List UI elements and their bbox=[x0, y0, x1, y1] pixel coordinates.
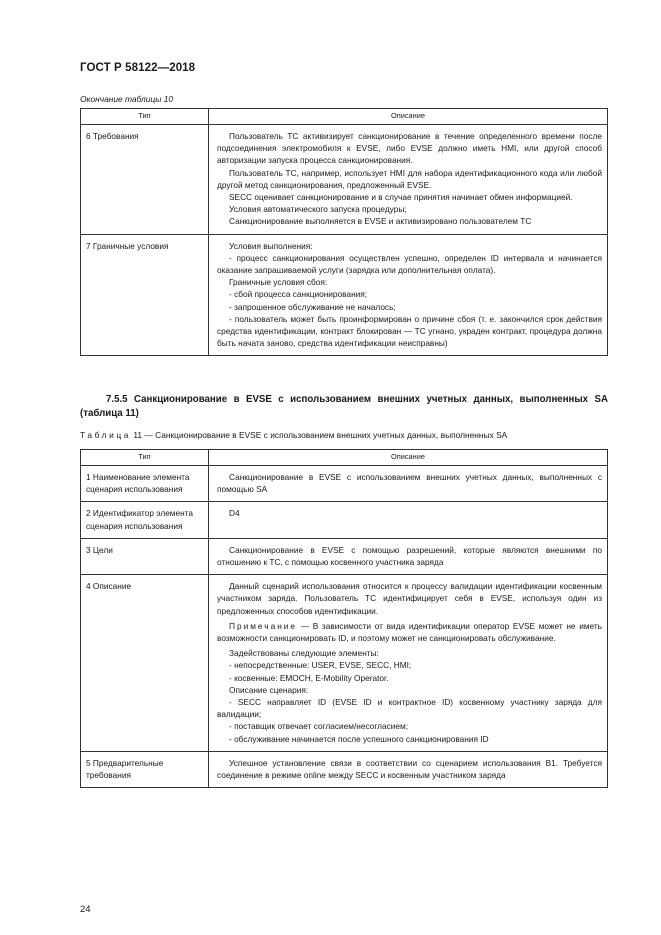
note bbox=[217, 620, 602, 644]
paragraph: Задействованы следующие элементы: bbox=[229, 648, 379, 659]
paragraph: - процесс санкционирования осуществлен успешно, определен ID интервала и начинается оказание запрашиваемой услуги (зарядка или дополнительная оплата). bbox=[217, 252, 602, 276]
table-header-row bbox=[81, 109, 608, 125]
paragraph: - поставщик отвечает согласием/несогласием; bbox=[229, 721, 409, 732]
paragraph: - запрошенное обслуживание не началось; bbox=[229, 301, 396, 312]
section-title: 7.5.5 Санкционирование в EVSE с использованием внешних учетных данных, выполненных SA (таблица 11) bbox=[80, 394, 608, 419]
table-row bbox=[81, 125, 608, 235]
column-header-type: Тип bbox=[81, 450, 209, 466]
table-label: Таблица bbox=[80, 430, 132, 440]
table-row bbox=[81, 234, 608, 356]
paragraph: SECC оценивает санкционирование и в случае принятия начинает обмен информацией. bbox=[229, 192, 573, 203]
table-11-caption bbox=[80, 430, 507, 440]
paragraph: D4 bbox=[229, 508, 240, 519]
table-10-continuation-caption: Окончание таблицы 10 bbox=[80, 94, 174, 104]
paragraph: - SECC направляет ID (EVSE ID и контрактное ID) косвенному участнику заряда для валидации; bbox=[217, 697, 602, 720]
column-header-type: Тип bbox=[81, 109, 209, 125]
row-type: 7 Граничные условия bbox=[81, 234, 209, 356]
table-row bbox=[81, 502, 608, 538]
column-header-description: Описание bbox=[209, 109, 608, 125]
row-description bbox=[209, 575, 608, 752]
table-10 bbox=[80, 108, 608, 356]
paragraph: Санкционирование в EVSE с помощью разрешений, которые являются внешними по отношению к ТС, с помощью косвенного участника заряда bbox=[217, 544, 602, 568]
row-description bbox=[209, 234, 608, 356]
table-header-row bbox=[81, 450, 608, 466]
row-type: 3 Цели bbox=[81, 538, 209, 574]
paragraph: - косвенные: EMOCH, E-Mobility Operator. bbox=[229, 672, 389, 683]
paragraph: Описание сценария: bbox=[229, 684, 309, 695]
paragraph: Пользователь ТС, например, использует HMI для набора идентификационного кода или любой другой метод санкционирования, предложенный EVSE. bbox=[217, 167, 602, 190]
paragraph: Успешное установление связи в соответствии со сценарием использования В1. Требуется соединение в режиме online между SECC и косвенным участником заряда bbox=[217, 757, 602, 781]
table-row bbox=[81, 538, 608, 574]
paragraph: Условия выполнения: bbox=[229, 240, 313, 251]
row-description bbox=[209, 538, 608, 574]
row-type: 2 Идентификатор элемента сценария использования bbox=[81, 502, 209, 538]
table-caption-text: 11 — Санкционирование в EVSE с использованием внешних учетных данных, выполненных SA bbox=[133, 430, 508, 440]
column-header-description: Описание bbox=[209, 450, 608, 466]
row-description bbox=[209, 125, 608, 235]
paragraph: - обслуживание начинается после успешного санкционирования ID bbox=[229, 733, 489, 744]
row-description bbox=[209, 751, 608, 787]
row-description bbox=[209, 502, 608, 538]
note-text: — В зависимости от вида идентификации оператор EVSE может не иметь возможности санкционировать ID, и поэтому может не санкционировать обслуживание. bbox=[217, 620, 602, 644]
row-type: 1 Наименование элемента сценария использования bbox=[81, 466, 209, 502]
table-row bbox=[81, 575, 608, 752]
table-11 bbox=[80, 449, 608, 788]
paragraph: Граничные условия сбоя: bbox=[229, 277, 328, 288]
document-header: ГОСТ Р 58122—2018 bbox=[80, 62, 196, 74]
table-row bbox=[81, 466, 608, 502]
table-row bbox=[81, 751, 608, 787]
paragraph: - пользователь может быть проинформирован о причине сбоя (т. е. закончился срок действия средства идентификации, контракт блокирован — ТС угнано, украден контракт, процедура должна быть начата заново, средства идентификации неисправны) bbox=[217, 313, 602, 349]
note-label: Примечание bbox=[229, 620, 298, 631]
row-type: 4 Описание bbox=[81, 575, 209, 752]
paragraph: Пользователь ТС активизирует санкционирование в течение определенного времени после подсоединения электромобиля к EVSE, либо EVSE должно иметь HMI, или другой способ авторизации запуска процесса санкционирования. bbox=[217, 131, 602, 166]
row-type: 6 Требования bbox=[81, 125, 209, 235]
paragraph: Условия автоматического запуска процедуры; bbox=[229, 204, 407, 215]
row-type: 5 Предварительные требования bbox=[81, 751, 209, 787]
paragraph: Санкционирование в EVSE с использованием внешних учетных данных, выполненных с помощью SA bbox=[217, 472, 602, 495]
page-number: 24 bbox=[80, 904, 91, 915]
paragraph: Данный сценарий использования относится к процессу валидации идентификации косвенным участником заряда. Пользователь ТС идентифицирует себя в EVSE, используя один из предложенных способов идентификации. bbox=[217, 581, 602, 616]
row-description bbox=[209, 466, 608, 502]
paragraph: - непосредственные: USER, EVSE, SECC, HMI; bbox=[229, 660, 412, 671]
paragraph: Санкционирование выполняется в EVSE и активизировано пользователем ТС bbox=[229, 216, 532, 227]
paragraph: - сбой процесса санкционирования; bbox=[229, 289, 368, 300]
